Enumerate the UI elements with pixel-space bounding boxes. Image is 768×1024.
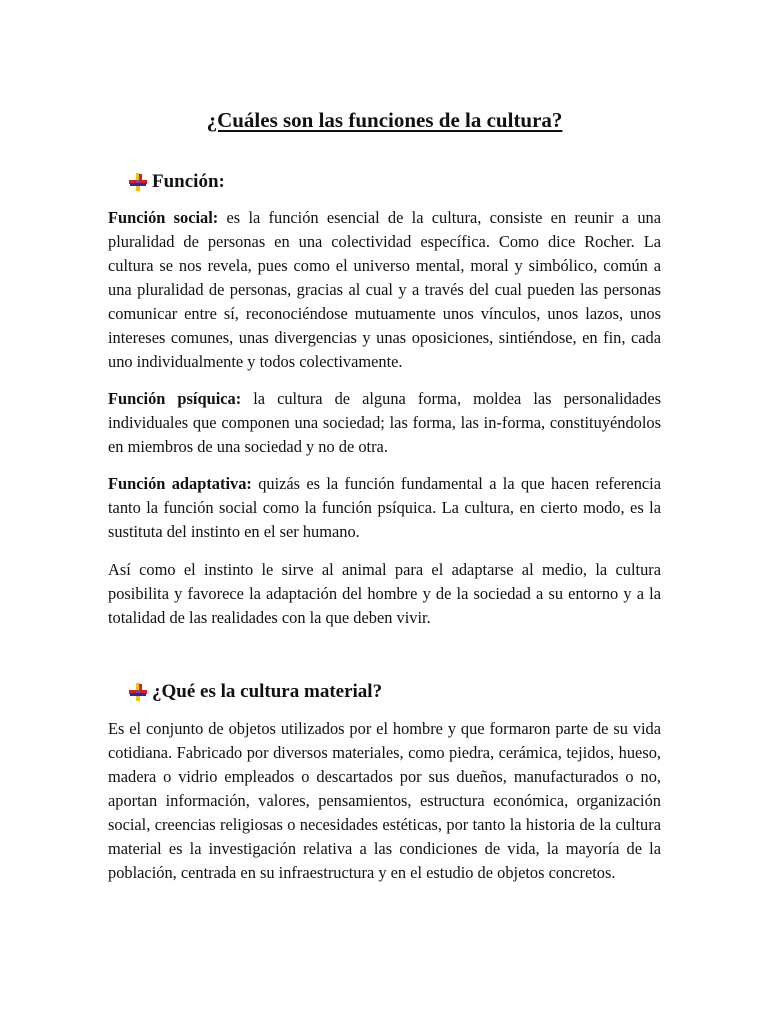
term-funcion-psiquica: Función psíquica: (108, 389, 242, 408)
term-funcion-adaptativa: Función adaptativa: (108, 474, 252, 493)
paragraph-funcion-social (108, 206, 661, 374)
paragraph-cultura-material: Es el conjunto de objetos utilizados por el hombre y que formaron parte de su vida cotidiana. Fabricado por diversos materiales, como piedra, cerámica, tejidos, hueso, madera o vidrio empleados o descartados por sus dueños, manufacturados o no, aportan información, valores, pensamientos, estructura económica, organización social, creencias religiosas o necesidades estéticas, por tanto la historia de la cultura material es la investigación relativa a las condiciones de vida, la mayoría de la población, centrada en su infraestructura y en el estudio de objetos concretos. (108, 719, 661, 882)
paragraph-text: quizás es la función fundamental a la que hacen referencia tanto la función social como la función psíquica. La cultura, en cierto modo, es la sustituta del instinto en el ser humano. (108, 474, 661, 541)
paragraph-text: es la función esencial de la cultura, consiste en reunir a una pluralidad de personas en una colectividad específica. Como dice Rocher. La cultura se nos revela, pues como el universo mental, moral y simbólico, común a una pluralidad de personas, gracias al cual y a través del cual pueden las personas comunicar entre sí, reconociéndose mutuamente unos vínculos, unos lazos, unos intereses comunes, unas divergencias y unas oposiciones, sintiéndose, en fin, cada uno individualmente y todos colectivamente. (108, 208, 662, 371)
section-heading-label: ¿Qué es la cultura material? (152, 681, 383, 702)
page-title: ¿Cuáles son las funciones de la cultura? (206, 108, 563, 132)
paragraph-text: la cultura de alguna forma, moldea las personalidades individuales que componen una sociedad; las forma, las in-forma, constituyéndolos en miembros de una sociedad y no de otra. (108, 389, 661, 456)
paragraph-instinto: Así como el instinto le sirve al animal para el adaptarse al medio, la cultura posibilita y favorece la adaptación del hombre y de la sociedad a su entorno y a la totalidad de las realidades con la que deben vivir. (108, 560, 661, 627)
term-funcion-social: Función social: (108, 208, 219, 227)
colored-cross-bullet-icon (128, 682, 148, 702)
colored-cross-bullet-icon (128, 172, 148, 192)
section-heading-label: Función: (152, 171, 225, 192)
section-heading-funcion (128, 170, 225, 194)
section-heading-cultura-material (128, 680, 382, 704)
paragraph-funcion-adaptativa (108, 472, 661, 544)
paragraph-funcion-psiquica (108, 387, 661, 459)
